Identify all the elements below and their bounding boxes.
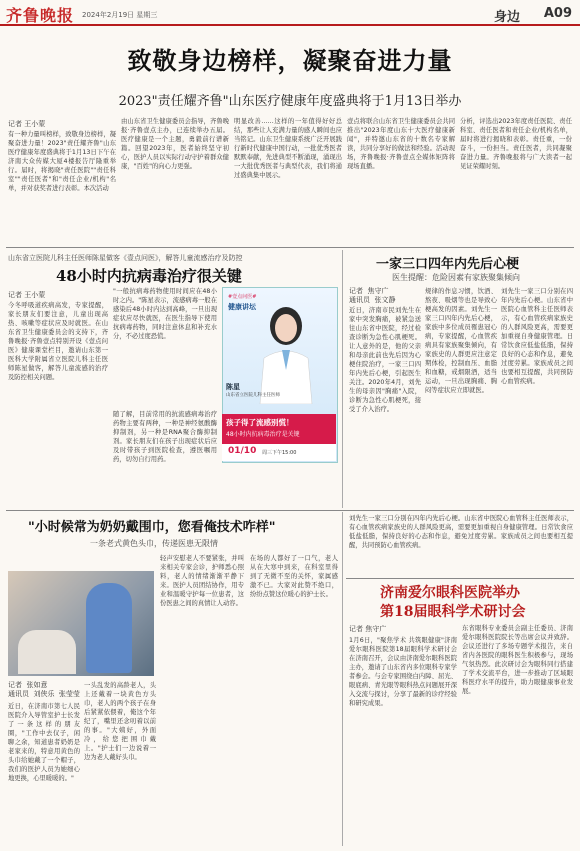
article4-col2: 一头乱发的高龄老人，头上还戴着一块黄色方头巾，老人的两个孩子在身后紧紧依偎着，俺这个年纪了，嘴里还念叨着以前的事。"大姨好，外面冷，给您把围巾戴上。"护士们一边说着一边为老人戴好头巾。 bbox=[84, 682, 156, 761]
article4-col4: 在场的人都好了一口气，老人从在大寒中到来，在科室里得到了无微不至的关怀，家属感激不已。大家对此赞不绝口，纷纷点赞这位暖心的护士长。 bbox=[250, 555, 338, 598]
column-divider bbox=[342, 512, 343, 846]
photo-nurse bbox=[86, 583, 132, 673]
article4-col1: 近日，在济南市第七人民医院介入导管室护士长发了一条这样的朋友圈，"工作中去仅子，闲聊之余，知道患者奶奶是老家来的，特意用黄色的头巾给她戴了一个帽子，我们的医护人员为她细心地更换，心里暖暖的。" bbox=[8, 703, 80, 782]
article1-headline: 致敬身边榜样，凝聚奋进力量 bbox=[127, 46, 453, 75]
article3-continued: 刘先生一家三口分别在四年内先后心梗。山东省中医院心血管科主任医师表示，有心血管疾病家族史的人群风险更高，需要更加重视自身健康管理。日常饮食应低盐低脂，保持良好的心态和作息，避免过度劳累。家族成员之间也要相互提醒，共同预防心血管疾病。 bbox=[349, 515, 573, 549]
article5-col1: 1月6日，"聚焦学术 共筑眼健康"济南爱尔眼科医院第18届眼科学术研讨会在济南召开，会议由济南爱尔眼科医院主办，邀请了山东省内多位眼科专家学者参会。与会专家围绕白内障、屈光、眼底病、青光眼等眼科热点问题展开深入交流与探讨，分享了最新的诊疗经验和研究成果。 bbox=[349, 637, 457, 707]
article3-byline: 记者 焦守广 通讯员 张文静 bbox=[349, 287, 396, 304]
article1-col1: 有一种力量叫榜样，致敬身边榜样，凝聚奋进力量！2023"责任耀齐鲁"山东医疗健康年度盛典将于1月13日下午在济南大众传媒大厦4楼报告厅隆重举行。届时，将揭晓"责任医院""责任科室""责任医者"和"责任企业/机构"名单，并对获奖者进行表彰。本次活动 bbox=[8, 131, 116, 192]
divider bbox=[342, 510, 574, 511]
article2-kicker: 山东省立医院儿科主任医师陈星做客《壹点问医》，解答儿童流感治疗及防控 bbox=[8, 254, 243, 262]
article2-col1: 今冬呼吸道疾病高发，专家提醒，家长朋友们要注意，儿童出现高热、咳嗽等症状应及时就医。在山东省卫生健康委员会的支持下，齐鲁晚报·齐鲁壹点特别开设《壹点问医》健康课堂栏目，邀请山东第一医科大学附属省立医院儿科主任医师陈星做客，解答儿童流感的治疗及防控相关问题。 bbox=[8, 302, 108, 381]
article3-subhead: 医生提醒：危险因素有家族聚集倾向 bbox=[392, 273, 520, 282]
article4-col3: 轻声安慰老人不要紧张，并叫来相关专家会诊，护师悉心照料，老人的情绪渐渐平静下来。医护人员团结协作，用专业和温暖守护每一位患者，这份医患之间的真情让人动容。 bbox=[160, 555, 244, 607]
issue-date: 2024年2月19日 星期三 bbox=[82, 11, 158, 19]
poster-date: 01/10 bbox=[228, 446, 257, 456]
article1-subhead: 2023"责任耀齐鲁"山东医疗健康年度盛典将于1月13日举办 bbox=[118, 94, 462, 109]
page-number: A09 bbox=[543, 6, 572, 21]
article4-byline: 记者 张如意 通讯员 刘侠乐 张莹莹 bbox=[8, 681, 80, 698]
poster-question2: 48小时内抗病毒治疗是关键 bbox=[226, 431, 300, 438]
column-divider bbox=[342, 250, 343, 508]
poster-tag: #壹点问医# bbox=[228, 294, 257, 300]
article5-byline: 记者 焦守广 bbox=[349, 625, 387, 633]
poster-time: 周三下午15:00 bbox=[262, 450, 297, 456]
article2-byline: 记者 王小蒙 bbox=[8, 291, 46, 299]
article3-col1: 近日，济南市民刘先生在家中突发胸痛，被紧急送往山东省中医院，经过检查诊断为急性心肌梗死。让人意外的是，他的父亲和母亲此前也先后因为心梗住院治疗，一家三口四年内先后心梗，引起医生关注。2020年4月，刘先生的母亲因"胸痛"入院，诊断为急性心肌梗死，接受了介入治疗。 bbox=[349, 307, 421, 413]
divider bbox=[346, 578, 574, 579]
article1-col4: 壹点将联合山东省卫生健康委员会共同推出"2023年度山东十大医疗健康新闻"，并特邀山东省的十数名专家解读，共同分享好的做法和经验。活动现场，齐鲁晚报·齐鲁壹点全媒体矩阵将现场直播。 bbox=[347, 118, 455, 170]
doctor-portrait bbox=[256, 300, 316, 404]
article4-subhead: 一条老式黄色头巾，传递医患无限情 bbox=[90, 539, 218, 548]
divider bbox=[6, 510, 342, 511]
section-name: 身边 bbox=[493, 10, 520, 25]
article5-col2: 东省眼科专业委员会副主任委员、济南爱尔眼科医院院长等出席会议并致辞。会议还进行了多场专题学术报告，来自省内各医院的眼科医生积极参与，现场气氛热烈。此次研讨会为眼科同行搭建了学术交流平台，进一步推动了区域眼科医疗水平的提升，助力眼健康事业发展。 bbox=[462, 625, 573, 695]
divider bbox=[6, 247, 574, 248]
article1-col3: 明显改善……这样的一年值得好好总结，那些让人充满力量的感人瞬间也应当铭记。山东卫生健康系统广泛开展践行新时代健康中国行动，一批优秀医者默默奉献，先进典型不断涌现，涌现出一大批优秀医者与典型代表，我们将通过盛典集中展示。 bbox=[234, 118, 342, 179]
poster-brand: 健康讲坛 bbox=[228, 303, 256, 311]
poster-question1: 孩子得了流感别慌！ bbox=[226, 418, 294, 427]
poster-doctor-name: 陈星 bbox=[226, 383, 240, 391]
article2-col3: 随了解，目前常用的抗流感病毒治疗药物主要有两种，一种是神经氨酸酶抑制剂，另一种是RNA聚合酶抑制剂。家长朋友们在孩子出现症状后应及时带孩子到医院检查，遵医嘱用药，切勿自行用药。 bbox=[113, 411, 217, 463]
poster-doctor-title: 山东省立医院儿科主任医师 bbox=[226, 393, 280, 398]
article3-headline: 一家三口四年内先后心梗 bbox=[376, 257, 520, 272]
photo-patient bbox=[18, 630, 76, 674]
article2-col2: "一般抗病毒药物使用时间应在48小时之内。"陈星表示，流感病毒一般在感染后48小时内达到高峰，一旦出现症状应尽快就医，在医生指导下使用抗病毒药物，同时注意休息和补充水分，不必过度恐慌。 bbox=[113, 288, 217, 340]
article5-headline2: 第18届眼科学术研讨会 bbox=[380, 604, 526, 620]
article1-col5: 分析，评选出2023年度责任医院、责任科室、责任医者和责任企业/机构名单，届时将进行揭晓和表彰。责任重，一份奋斗，一份担当。责任医者，共同凝聚奋进力量。齐鲁晚报将与广大读者一起见证荣耀时刻。 bbox=[460, 118, 572, 170]
article1-byline: 记者 王小蒙 bbox=[8, 120, 46, 128]
newspaper-logo: 齐鲁晚报 bbox=[6, 6, 75, 25]
article1-col2: 由山东省卫生健康委员会指导，齐鲁晚报·齐鲁壹点主办，已连续举办五届。医疗健康是一个主题，勇毅前行谱新篇。回望2023年，医者始终坚守初心，医护人员以实际行动守护着群众健康，"百姓"的向心力更强。 bbox=[121, 118, 229, 170]
article3-col3: 刘先生一家三口分别在四年内先后心梗。山东省中医院心血管科主任医师表示，有心血管疾病家族史的人群风险更高，需要更加重视自身健康管理。日常饮食应低盐低脂，保持良好的心态和作息，避免过度劳累。家族成员之间也要相互提醒，共同预防心血管疾病。 bbox=[501, 288, 573, 385]
article3-col2: 规律的作息习惯，饮酒、熬夜、吸烟等也是导致心梗高发的因素。刘先生一家三口四年内先后心梗，家族中多位成员罹患冠心病，专家提醒，心血管疾病具有家族聚集倾向，有家族史的人群更应注意定期体检，控制血压、血脂和血糖，戒烟限酒，适当运动，一旦出现胸痛、胸闷等症状应立即就医。 bbox=[425, 288, 497, 394]
article4-headline: "小时候常为奶奶戴围巾，您看俺技术咋样" bbox=[28, 520, 276, 535]
article2-headline: 48小时内抗病毒治疗很关键 bbox=[56, 267, 242, 285]
article5-headline1: 济南爱尔眼科医院举办 bbox=[380, 585, 520, 601]
